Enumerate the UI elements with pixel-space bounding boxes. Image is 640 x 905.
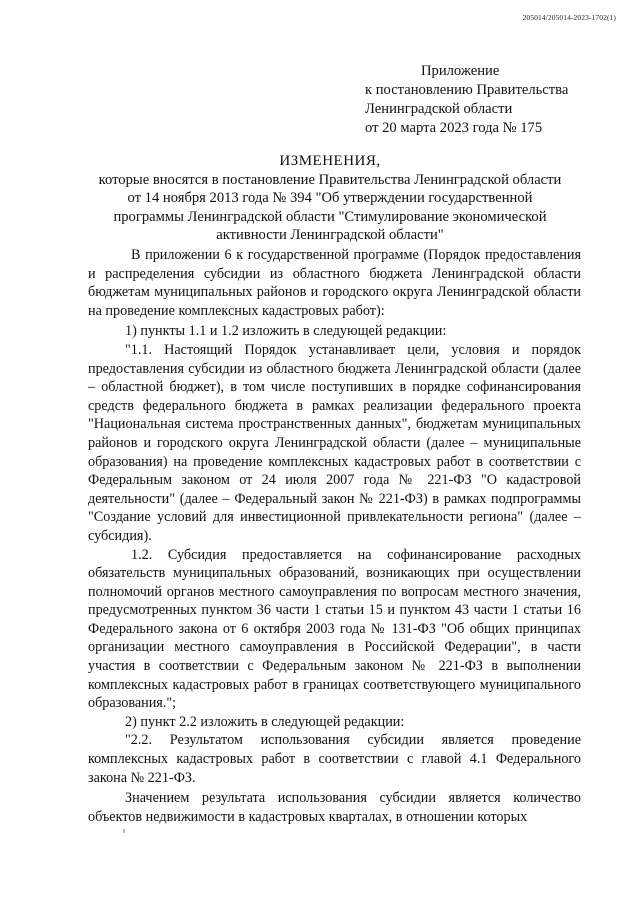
title-line: активности Ленинградской области" [216, 227, 444, 243]
document-title [60, 152, 600, 245]
scan-mark [123, 829, 125, 833]
body-paragraph: 1) пункты 1.1 и 1.2 изложить в следующей редакции: [125, 323, 447, 340]
body-paragraph: В приложении 6 к государственной программе (Порядок предоставления и распределения субсидии из областного бюджета Ленинградской области бюджетам муниципальных районов и городского округа Ленинградской области на проведение комплексных кадастровых работ): [88, 247, 581, 319]
body-paragraph: "2.2. Результатом использования субсидии является проведение комплексных кадастровых работ в соответствии с главой 4.1 Федерального закона № 221-ФЗ. [88, 732, 581, 786]
body-paragraph: 1.2. Субсидия предоставляется на софинансирование расходных обязательств муниципальных образований, возникающих при осуществлении полномочий органов местного самоуправления по вопросам местного значения, предусмотренных пунктом 36 части 1 статьи 15 и пунктом 43 части 1 статьи 16 Федерального закона от 6 октября 2003 года № 131-ФЗ "Об общих принципах организации местного самоуправления в Российской Федерации", в части участия в соответствии с Федеральным законом № 221-ФЗ в выполнении комплексных кадастровых работ в границах соответствующего муниципального образования."; [88, 546, 581, 712]
appendix-line-decree: к постановлению Правительства [365, 82, 569, 98]
appendix-line-region: Ленинградской области [365, 101, 513, 117]
title-line: которые вносятся в постановление Правительства Ленинградской области [98, 171, 562, 188]
appendix-block [365, 62, 605, 138]
appendix-title: Приложение [421, 63, 500, 79]
body-paragraph: 2) пункт 2.2 изложить в следующей редакции: [125, 713, 405, 730]
appendix-line-date: от 20 марта 2023 года № 175 [365, 120, 543, 136]
title-heading: ИЗМЕНЕНИЯ, [279, 153, 381, 169]
document-id: 205014/205014-2023-1702(1) [522, 13, 616, 22]
title-line: от 14 ноября 2013 года № 394 "Об утверждении государственной [127, 190, 533, 206]
document-body [88, 246, 581, 826]
title-line: программы Ленинградской области "Стимулирование экономической [113, 208, 547, 225]
body-paragraph: Значением результата использования субсидии является количество объектов недвижимости в кадастровых кварталах, в отношении которых [88, 790, 581, 825]
body-paragraph: "1.1. Настоящий Порядок устанавливает цели, условия и порядок предоставления субсидии из областного бюджета Ленинградской области (далее – областной бюджет), в том числе поступивших в порядке софинансирования средств федерального бюджета в рамках реализации федерального проекта "Национальная система пространственных данных", бюджетам муниципальных районов и городского округа Ленинградской области (далее – муниципальные образования) на проведение комплексных кадастровых работ в соответствии с Федеральным законом от 24 июля 2007 года № 221-ФЗ "О кадастровой деятельности" (далее – Федеральный закон № 221-ФЗ) в рамках подпрограммы "Создание условий для инвестиционной привлекательности региона" (далее – субсидия). [88, 341, 581, 544]
